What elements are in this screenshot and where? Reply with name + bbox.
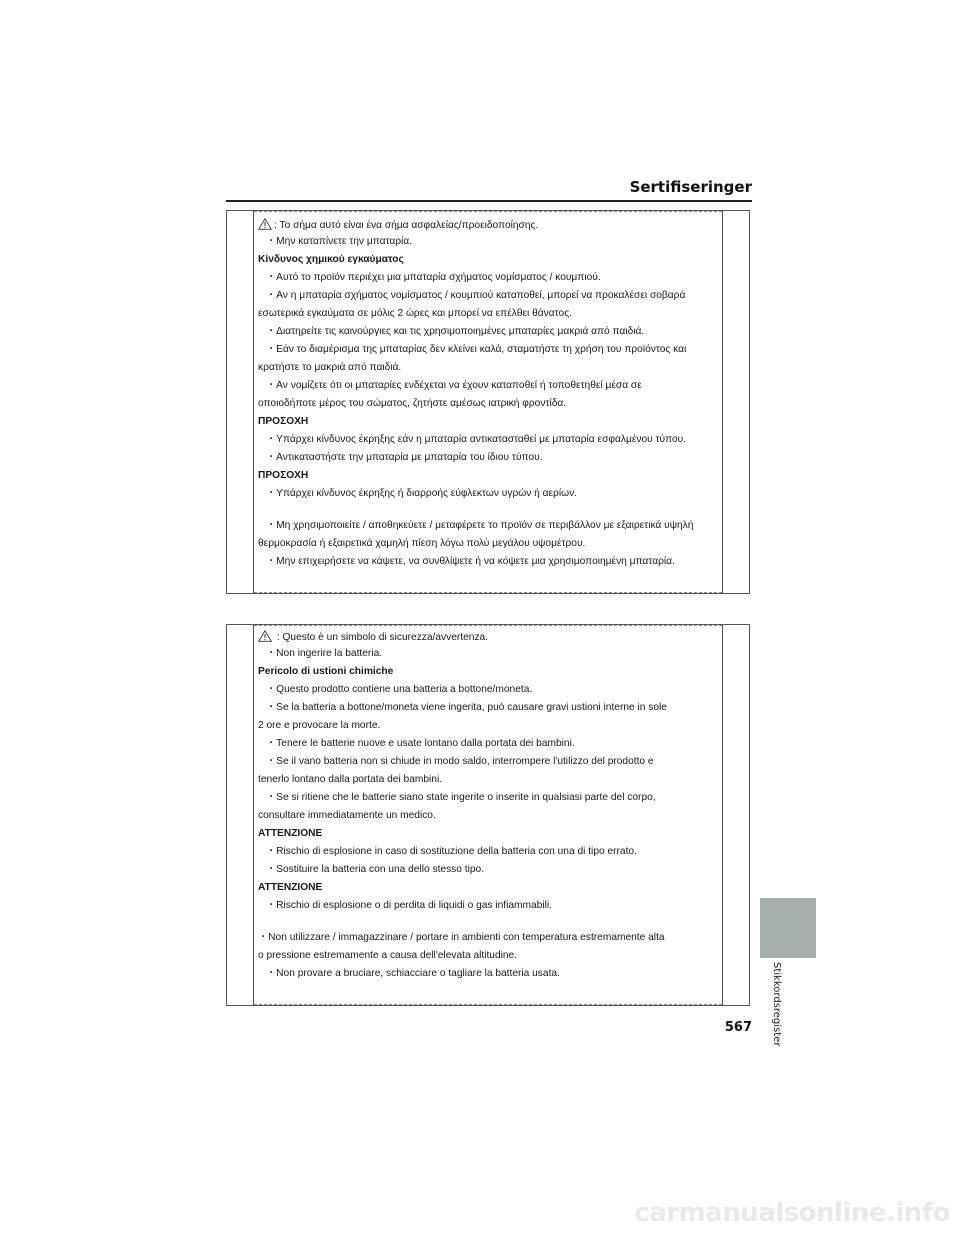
greek-text-line: ・Διατηρείτε τις καινούργιες και τις χρησιμοποιημένες μπαταρίες μακριά από παιδιά. [266, 326, 645, 337]
italian-heading: ATTENZIONE [258, 828, 323, 839]
greek-text-line: κρατήστε το μακριά από παιδιά. [258, 362, 402, 373]
index-side-tab [760, 898, 816, 958]
greek-text-line: ・Μη χρησιμοποιείτε / αποθηκεύετε / μεταφέρετε το προϊόν σε περιβάλλον με εξαιρετικά υψηλή [266, 520, 694, 531]
italian-text-line: ・Non utilizzare / immagazzinare / portare in ambienti con temperatura estremamente alta [258, 932, 665, 943]
italian-symbol-line [258, 630, 488, 644]
greek-text-line: ・Υπάρχει κίνδυνος έκρηξης ή διαρροής εύφλεκτων υγρών ή αερίων. [266, 488, 577, 499]
greek-warning-panel [226, 210, 750, 594]
italian-text-area [254, 625, 722, 1005]
italian-text-line: ・Rischio di esplosione in caso di sostituzione della batteria con una di tipo errato. [266, 846, 637, 857]
greek-text-line: ・Υπάρχει κίνδυνος έκρηξης εάν η μπαταρία αντικατασταθεί με μπαταρία εσφαλμένου τύπου. [266, 434, 687, 445]
greek-text-line: θερμοκρασία ή εξαιρετικά χαμηλή πίεση λόγω πολύ μεγάλου υψομέτρου. [258, 538, 586, 549]
greek-symbol-line [258, 218, 538, 232]
greek-heading: ΠΡΟΣΟΧΗ [258, 470, 309, 481]
greek-text-line: ・Μην καταπίνετε την μπαταρία. [266, 236, 413, 247]
greek-text-line: ・Αν νομίζετε ότι οι μπαταρίες ενδέχεται να έχουν καταποθεί ή τοποθετηθεί μέσα σε [266, 380, 642, 391]
italian-warning-panel [226, 624, 750, 1006]
greek-text-line: ・Αντικαταστήστε την μπαταρία με μπαταρία του ίδιου τύπου. [266, 452, 543, 463]
italian-text-line: ・Non ingerire la batteria. [266, 648, 383, 659]
italian-text-line: 2 ore e provocare la morte. [258, 720, 381, 731]
italian-text-line: ・Non provare a bruciare, schiacciare o tagliare la batteria usata. [266, 968, 560, 979]
greek-heading: ΠΡΟΣΟΧΗ [258, 416, 309, 427]
greek-text-line: : Το σήμα αυτό είναι ένα σήμα ασφαλείας/προειδοποίησης. [274, 220, 539, 231]
warning-triangle-icon [258, 630, 272, 642]
greek-text-line: ・Αν η μπαταρία σχήματος νομίσματος / κουμπιού καταποθεί, μπορεί να προκαλέσει σοβαρά [266, 290, 686, 301]
italian-text-line: ・Questo prodotto contiene una batteria a bottone/moneta. [266, 684, 533, 695]
italian-text-line: ・Se il vano batteria non si chiude in modo saldo, interrompere l'utilizzo del prodotto e [266, 756, 654, 767]
italian-heading: Pericolo di ustioni chimiche [258, 666, 394, 677]
index-side-label: Stikkordsregister [771, 962, 782, 1047]
greek-text-line: ・Μην επιχειρήσετε να κάψετε, να συνθλίψετε ή να κόψετε μια χρησιμοποιημένη μπαταρία. [266, 556, 675, 567]
italian-heading: ATTENZIONE [258, 882, 323, 893]
greek-text-area [254, 211, 722, 593]
greek-text-line: εσωτερικά εγκαύματα σε μόλις 2 ώρες και μπορεί να επέλθει θάνατος. [258, 308, 572, 319]
page-number: 567 [724, 1020, 752, 1035]
italian-text-line: tenerlo lontano dalla portata dei bambini. [258, 774, 443, 785]
greek-heading: Κίνδυνος χημικού εγκαύματος [258, 254, 404, 265]
greek-text-line: ・Εάν το διαμέρισμα της μπαταρίας δεν κλείνει καλά, σταματήστε τη χρήση του προϊόντος και [266, 344, 687, 355]
italian-text-line: : Questo è un simbolo di sicurezza/avvertenza. [274, 632, 489, 643]
italian-text-line: ・Sostituire la batteria con una dello stesso tipo. [266, 864, 485, 875]
header-divider [226, 200, 752, 202]
italian-text-line: ・Tenere le batterie nuove e usate lontano dalla portata dei bambini. [266, 738, 575, 749]
watermark: carmanualsonline.info [634, 1198, 950, 1228]
italian-text-line: ・Rischio di esplosione o di perdita di liquidi o gas infiammabili. [266, 900, 552, 911]
section-title: Sertifiseringer [629, 178, 752, 196]
greek-text-line: οποιοδήποτε μέρος του σώματος, ζητήστε αμέσως ιατρική φροντίδα. [258, 398, 567, 409]
italian-text-line: o pressione estremamente a causa dell'elevata altitudine. [258, 950, 518, 961]
warning-triangle-icon [258, 218, 272, 230]
greek-text-line: ・Αυτό το προϊόν περιέχει μια μπαταρία σχήματος νομίσματος / κουμπιού. [266, 272, 601, 283]
italian-text-line: ・Se la batteria a bottone/moneta viene ingerita, può causare gravi ustioni interne in sole [266, 702, 667, 713]
italian-text-line: ・Se si ritiene che le batterie siano state ingerite o inserite in qualsiasi parte del corpo, [266, 792, 656, 803]
italian-text-line: consultare immediatamente un medico. [258, 810, 436, 821]
